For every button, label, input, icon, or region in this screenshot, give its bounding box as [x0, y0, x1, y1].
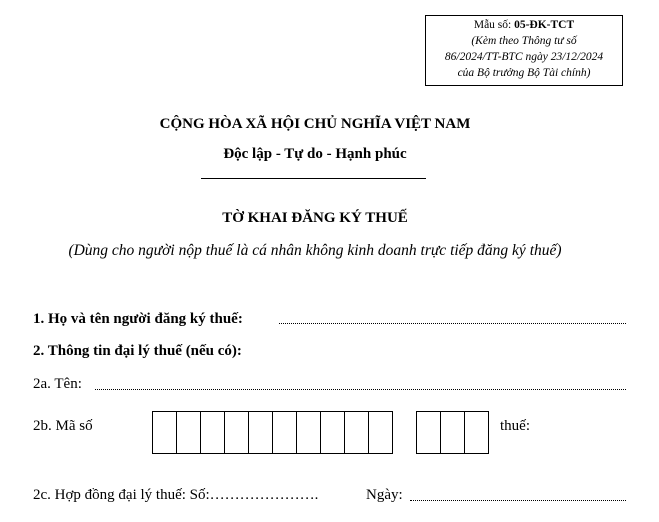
taxcode-branch-digit-box[interactable] [417, 412, 441, 453]
field-2c-date-input[interactable] [410, 500, 626, 501]
form-code-box [425, 15, 623, 86]
taxcode-branch-digit-box[interactable] [441, 412, 465, 453]
field-2c-contract-label: 2c. Hợp đồng đại lý thuế: Số:…………………. [33, 487, 319, 503]
national-motto: Độc lập - Tự do - Hạnh phúc [223, 146, 407, 162]
circular-reference-line-3: của Bộ trưởng Bộ Tài chính) [457, 67, 591, 79]
form-code: Mẫu số: 05-ĐK-TCT [473, 19, 575, 31]
taxcode-digit-box[interactable] [345, 412, 369, 453]
taxcode-digit-box[interactable] [225, 412, 249, 453]
national-title: CỘNG HÒA XÃ HỘI CHỦ NGHĨA VIỆT NAM [159, 116, 471, 132]
field-2a-name-input[interactable] [95, 389, 626, 390]
taxcode-digit-box[interactable] [273, 412, 297, 453]
taxcode-digit-box[interactable] [177, 412, 201, 453]
taxcode-digit-box[interactable] [153, 412, 177, 453]
motto-underline [201, 178, 426, 179]
taxcode-digit-box[interactable] [369, 412, 393, 453]
field-2a-name-label: 2a. Tên: [33, 376, 82, 392]
field-1-fullname-label: 1. Họ và tên người đăng ký thuế: [33, 311, 243, 327]
taxcode-digit-box[interactable] [201, 412, 225, 453]
field-2b-taxcode-label: 2b. Mã số [33, 418, 93, 434]
field-2b-taxcode-suffix: thuế: [500, 418, 530, 434]
document-title: TỜ KHAI ĐĂNG KÝ THUẾ [222, 210, 408, 226]
field-2c-date-label: Ngày: [366, 487, 403, 503]
taxcode-digit-box[interactable] [321, 412, 345, 453]
document-subtitle: (Dùng cho người nộp thuế là cá nhân không kinh doanh trực tiếp đăng ký thuế) [68, 242, 562, 259]
taxcode-digit-box[interactable] [297, 412, 321, 453]
circular-reference-line-1: (Kèm theo Thông tư số [471, 35, 577, 47]
circular-reference-line-2: 86/2024/TT-BTC ngày 23/12/2024 [444, 51, 604, 63]
taxcode-branch-boxes [416, 411, 489, 454]
taxcode-digit-box[interactable] [249, 412, 273, 453]
taxcode-main-boxes [152, 411, 393, 454]
field-2-tax-agent-label: 2. Thông tin đại lý thuế (nếu có): [33, 343, 242, 359]
field-1-fullname-input[interactable] [279, 323, 626, 324]
taxcode-branch-digit-box[interactable] [465, 412, 489, 453]
